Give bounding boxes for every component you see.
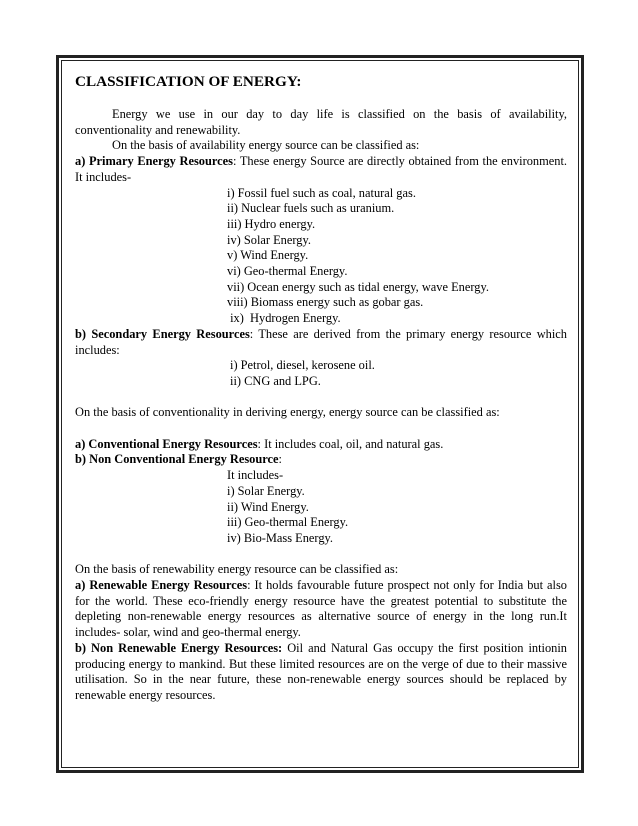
primary-heading: a) Primary Energy Resources	[75, 154, 233, 169]
renewable-heading: a) Renewable Energy Resources	[75, 578, 248, 593]
availability-intro: On the basis of availability energy source can be classified as:	[112, 138, 420, 153]
list-item: v) Wind Energy.	[227, 248, 309, 263]
non-conventional-list	[75, 468, 567, 547]
secondary-resources-paragraph	[75, 327, 567, 358]
renewability-intro: On the basis of renewability energy resource can be classified as:	[75, 562, 399, 577]
non-conventional-heading: b) Non Conventional Energy Resource	[75, 452, 279, 467]
spacer	[75, 390, 567, 406]
list-item: iv) Solar Energy.	[227, 232, 311, 247]
conventional-text: : It includes coal, oil, and natural gas.	[257, 436, 444, 451]
list-item: viii) Biomass energy such as gobar gas.	[227, 295, 424, 310]
primary-list	[75, 186, 567, 327]
intro-paragraph: Energy we use in our day to day life is classified on the basis of availability, conventionality and renewability.	[75, 107, 567, 137]
list-item: ii) CNG and LPG.	[230, 373, 321, 388]
list-item: i) Fossil fuel such as coal, natural gas.	[227, 185, 416, 200]
secondary-text: : These are derived from the primary energy resource which includes:	[75, 326, 567, 357]
list-item: i) Solar Energy.	[227, 483, 305, 498]
non-conventional-paragraph	[75, 452, 567, 468]
renewable-paragraph	[75, 578, 567, 641]
list-item: ii) Nuclear fuels such as uranium.	[227, 201, 395, 216]
non-renewable-paragraph	[75, 641, 567, 704]
non-renewable-heading: b) Non Renewable Energy Resources:	[75, 640, 283, 655]
list-item: iv) Bio-Mass Energy.	[227, 530, 333, 545]
list-item: ii) Wind Energy.	[227, 499, 309, 514]
document-body	[75, 72, 567, 704]
conventionality-intro: On the basis of conventionality in deriving energy, energy source can be classified as:	[75, 405, 500, 420]
list-item: vii) Ocean energy such as tidal energy, wave Energy.	[227, 279, 489, 294]
primary-resources-paragraph	[75, 154, 567, 185]
list-item: iii) Geo-thermal Energy.	[227, 515, 349, 530]
conventional-paragraph	[75, 437, 567, 453]
spacer	[75, 421, 567, 437]
list-item: ix) Hydrogen Energy.	[227, 311, 341, 326]
non-conventional-text: :	[278, 452, 282, 467]
list-item: vi) Geo-thermal Energy.	[227, 264, 348, 279]
renewable-text: : It holds favourable future prospect not only for India but also for the world. These eco-friendly energy resource have the greatest potential to substitute the depleting non-renewable energy resources as alternative source of energy in the long run.It includes- solar, wind and geo-thermal energy.	[75, 578, 567, 640]
list-item: i) Petrol, diesel, kerosene oil.	[230, 358, 375, 373]
non-renewable-text: Oil and Natural Gas occupy the first position intionin producing energy to mankind. But these limited resources are on the verge of due to their massive utilisation. So in the near future, these non-renewable energy sources should be replaced by renewable energy resources.	[75, 640, 568, 702]
secondary-heading: b) Secondary Energy Resources	[75, 326, 250, 341]
document-title: CLASSIFICATION OF ENERGY:	[75, 73, 302, 90]
conventional-heading: a) Conventional Energy Resources	[75, 436, 258, 451]
primary-text: : These energy Source are directly obtained from the environment. It includes-	[75, 154, 567, 184]
list-item: iii) Hydro energy.	[227, 216, 316, 231]
spacer	[75, 547, 567, 563]
secondary-list	[75, 358, 567, 389]
list-item: It includes-	[227, 468, 284, 483]
